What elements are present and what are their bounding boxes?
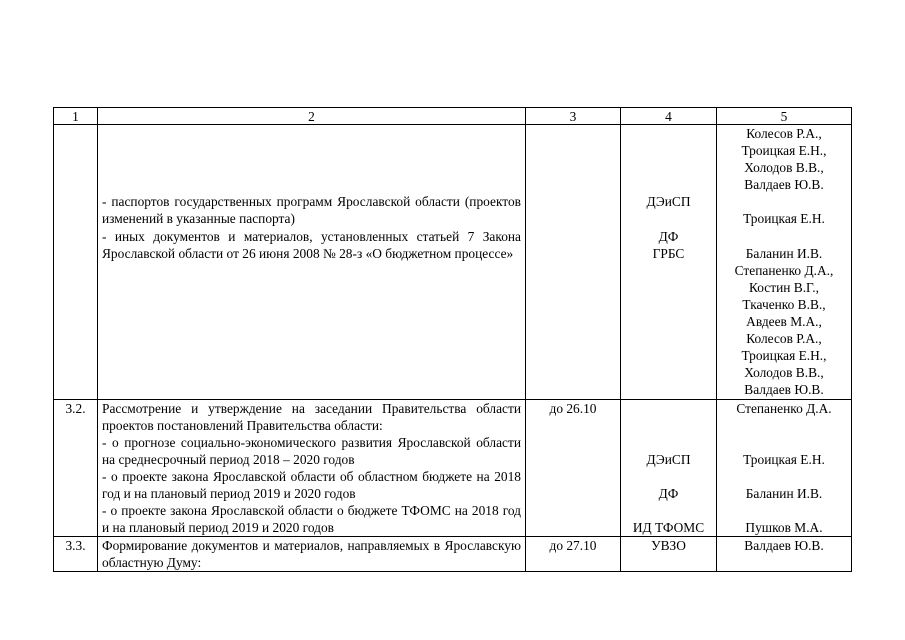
header-col-2: 2: [98, 108, 526, 125]
row-responsible: [717, 537, 852, 572]
row-number: [54, 125, 98, 400]
executor: ДФ: [658, 485, 679, 501]
description-line: Формирование документов и материалов, направляемых в Ярославскую областную Думу:: [102, 538, 521, 571]
responsible-person: Баланин И.В.: [745, 485, 823, 501]
executor: ДЭиСП: [646, 451, 691, 467]
executor: ДФ: [658, 228, 679, 244]
table-row: [54, 125, 852, 400]
responsible-person: Колесов Р.А.,: [746, 331, 822, 347]
responsible-person: Валдаев Ю.В.: [744, 177, 824, 193]
executor: ГРБС: [652, 245, 685, 261]
row-description: [98, 399, 526, 537]
description-line: - иных документов и материалов, установленных статьей 7 Закона Ярославской области от 26 июня 2008 № 28-з «О бюджетном процессе»: [102, 228, 521, 261]
responsible-person: Ткаченко В.В.,: [742, 296, 826, 312]
row-number: 3.2.: [54, 399, 98, 537]
plan-table: [53, 107, 852, 572]
description-line: - паспортов государственных программ Ярославской области (проектов изменений в указанные паспорта): [102, 194, 521, 227]
row-deadline: [526, 125, 621, 400]
responsible-person: Пушков М.А.: [745, 520, 823, 536]
row-description: [98, 537, 526, 572]
header-col-5: 5: [717, 108, 852, 125]
header-col-1: 1: [54, 108, 98, 125]
table-row: [54, 399, 852, 537]
header-col-3: 3: [526, 108, 621, 125]
responsible-person: Троицкая Е.Н.: [743, 211, 825, 227]
row-number: 3.3.: [54, 537, 98, 572]
header-row: [54, 108, 852, 125]
responsible-person: Холодов В.В.,: [744, 365, 824, 381]
description-line: Рассмотрение и утверждение на заседании Правительства области проектов постановлений Правительства области:: [102, 400, 521, 433]
responsible-person: Степаненко Д.А.: [736, 400, 832, 416]
description-line: - о прогнозе социально-экономического развития Ярославской области на среднесрочный период 2018 – 2020 годов: [102, 434, 521, 467]
executor: УВЗО: [651, 538, 686, 554]
row-executors: [621, 399, 717, 537]
responsible-person: Баланин И.В.: [745, 245, 823, 261]
description-line: - о проекте закона Ярославской области об областном бюджете на 2018 год и на плановый период 2019 и 2020 годов: [102, 468, 521, 501]
executor: ДЭиСП: [646, 194, 691, 210]
row-responsible: [717, 125, 852, 400]
row-responsible: [717, 399, 852, 537]
row-deadline: до 27.10: [526, 537, 621, 572]
responsible-person: Колесов Р.А.,: [746, 126, 822, 141]
responsible-person: Троицкая Е.Н.: [743, 451, 825, 467]
description-line: - о проекте закона Ярославской области о бюджете ТФОМС на 2018 год и на плановый период 2019 и 2020 годов: [102, 503, 521, 536]
responsible-person: Троицкая Е.Н.,: [741, 348, 827, 364]
executor: ИД ТФОМС: [632, 520, 705, 536]
responsible-person: Авдеев М.А.,: [746, 314, 822, 330]
row-executors: [621, 537, 717, 572]
table-row: [54, 537, 852, 572]
responsible-person: Валдаев Ю.В.: [744, 382, 824, 398]
responsible-person: Троицкая Е.Н.,: [741, 143, 827, 159]
responsible-person: Костин В.Г.,: [749, 279, 819, 295]
header-col-4: 4: [621, 108, 717, 125]
responsible-person: Холодов В.В.,: [744, 160, 824, 176]
responsible-person: Степаненко Д.А.,: [734, 262, 834, 278]
row-deadline: до 26.10: [526, 399, 621, 537]
row-description: [98, 125, 526, 400]
row-executors: [621, 125, 717, 400]
responsible-person: Валдаев Ю.В.: [744, 538, 824, 554]
